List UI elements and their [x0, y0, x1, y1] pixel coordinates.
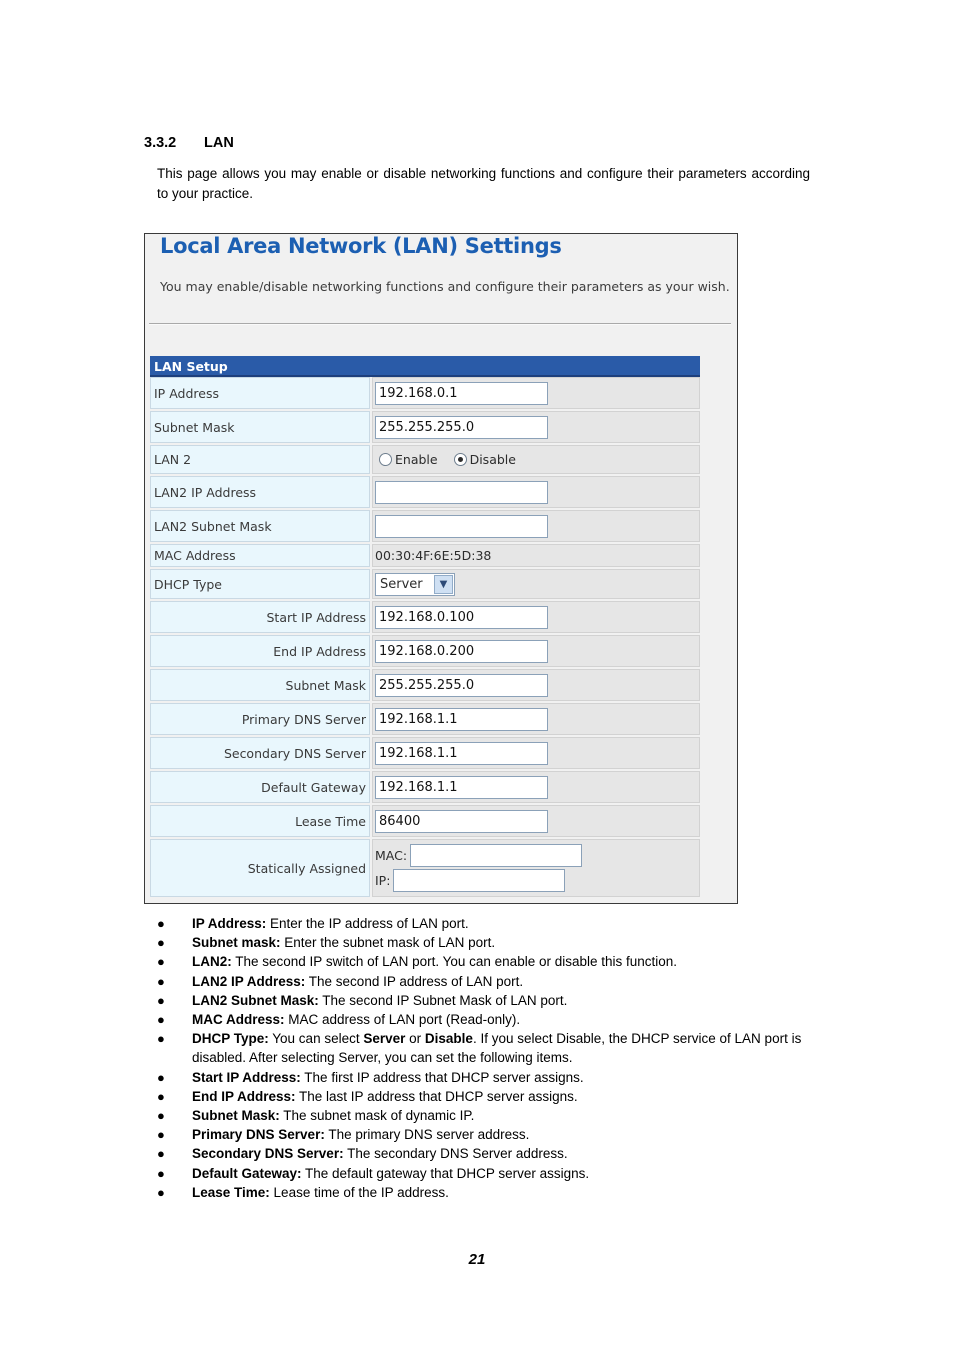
description: MAC address of LAN port (Read-only). — [284, 1012, 521, 1028]
bullet-icon: ● — [157, 1184, 165, 1200]
description: Lease time of the IP address. — [269, 1184, 449, 1200]
lan2-enable-label: Enable — [395, 452, 438, 467]
table-row — [150, 510, 700, 544]
subnet-mask-label: Subnet Mask — [150, 411, 370, 443]
term-server: Server — [363, 1031, 406, 1047]
term: Start IP Address: — [192, 1069, 301, 1085]
term: LAN2: — [192, 954, 232, 970]
description: The secondary DNS Server address. — [343, 1146, 568, 1162]
bullet-icon: ● — [157, 973, 165, 989]
dhcp-subnet-mask-label: Subnet Mask — [150, 669, 370, 701]
bullet-icon: ● — [157, 1165, 165, 1181]
mac-address-value: 00:30:4F:6E:5D:38 — [372, 544, 700, 567]
description: The primary DNS server address. — [324, 1127, 530, 1143]
table-row — [150, 569, 700, 601]
lan-settings-screenshot — [144, 233, 738, 904]
lan2-disable-radio[interactable] — [454, 453, 467, 466]
page-number: 21 — [468, 1251, 486, 1268]
table-row — [150, 635, 700, 669]
lan2-label: LAN 2 — [150, 445, 370, 474]
mac-address-label: MAC Address — [150, 544, 370, 567]
end-ip-label: End IP Address — [150, 635, 370, 667]
lan-setup-table — [150, 356, 700, 897]
description: The default gateway that DHCP server assigns. — [301, 1165, 590, 1181]
table-row — [150, 805, 700, 839]
lease-time-input[interactable]: 86400 — [375, 810, 548, 833]
term: Subnet Mask: — [192, 1108, 280, 1124]
bullet-icon: ● — [157, 1069, 165, 1085]
chevron-down-icon[interactable]: ▼ — [434, 575, 453, 594]
list-item — [157, 1183, 817, 1202]
static-ip-label: IP: — [375, 873, 391, 888]
description: The last IP address that DHCP server assigns. — [295, 1088, 578, 1104]
term: LAN2 Subnet Mask: — [192, 992, 319, 1008]
secondary-dns-input[interactable]: 192.168.1.1 — [375, 742, 548, 765]
field-descriptions — [157, 914, 817, 1202]
settings-title: Local Area Network (LAN) Settings — [160, 234, 562, 258]
table-row — [150, 703, 700, 737]
bullet-icon: ● — [157, 1127, 165, 1143]
list-item — [157, 914, 817, 933]
list-item — [157, 1068, 817, 1087]
description: The first IP address that DHCP server assigns. — [300, 1069, 584, 1085]
term: Primary DNS Server: — [192, 1127, 325, 1143]
list-item — [157, 933, 817, 952]
list-item — [157, 972, 817, 991]
list-item — [157, 952, 817, 971]
static-mac-label: MAC: — [375, 848, 408, 863]
description: Enter the IP address of LAN port. — [266, 916, 469, 931]
table-row — [150, 544, 700, 569]
start-ip-input[interactable]: 192.168.0.100 — [375, 606, 548, 629]
dhcp-type-label: DHCP Type — [150, 569, 370, 599]
section-title: LAN — [204, 135, 234, 151]
dhcp-type-value: Server — [380, 576, 423, 592]
list-item — [157, 1010, 817, 1029]
end-ip-input[interactable]: 192.168.0.200 — [375, 640, 548, 663]
statically-assigned-label: Statically Assigned — [150, 839, 370, 897]
term: Default Gateway: — [192, 1165, 302, 1181]
list-item — [157, 1144, 817, 1163]
dhcp-subnet-mask-input[interactable]: 255.255.255.0 — [375, 674, 548, 697]
primary-dns-label: Primary DNS Server — [150, 703, 370, 735]
table-row — [150, 411, 700, 445]
table-row — [150, 771, 700, 805]
term: Secondary DNS Server: — [192, 1146, 344, 1162]
settings-description: You may enable/disable networking functions and configure their parameters as your wish. — [160, 279, 730, 294]
lan2-subnet-mask-label: LAN2 Subnet Mask — [150, 510, 370, 542]
lease-time-label: Lease Time — [150, 805, 370, 837]
bullet-icon: ● — [157, 1146, 165, 1162]
list-item — [157, 1125, 817, 1144]
term-disable: Disable — [424, 1031, 473, 1047]
term: MAC Address: — [192, 1012, 285, 1028]
bullet-icon: ● — [157, 916, 165, 931]
bullet-icon: ● — [157, 1012, 165, 1028]
bullet-icon: ● — [157, 1088, 165, 1104]
list-item — [157, 1087, 817, 1106]
description: Enter the subnet mask of LAN port. — [280, 935, 496, 951]
lan2-disable-label: Disable — [469, 452, 516, 467]
term: IP Address: — [192, 916, 267, 931]
lan2-subnet-mask-input[interactable] — [375, 515, 548, 538]
bullet-icon: ● — [157, 1108, 165, 1124]
lan2-enable-radio[interactable] — [379, 453, 392, 466]
ip-address-input[interactable]: 192.168.0.1 — [375, 382, 548, 405]
subnet-mask-input[interactable]: 255.255.255.0 — [375, 416, 548, 439]
secondary-dns-label: Secondary DNS Server — [150, 737, 370, 769]
lan2-ip-label: LAN2 IP Address — [150, 476, 370, 508]
bullet-icon: ● — [157, 1031, 165, 1047]
term: Subnet mask: — [192, 935, 281, 951]
table-row — [150, 377, 700, 411]
dhcp-type-select[interactable] — [375, 573, 455, 596]
description: The second IP address of LAN port. — [305, 973, 524, 989]
description: . If you select Disable, the DHCP service of LAN port is disabled. After selecting Server, you can set the following items. — [192, 1031, 802, 1066]
table-row — [150, 669, 700, 703]
term: End IP Address: — [192, 1088, 296, 1104]
list-item — [157, 1106, 817, 1125]
term: Lease Time: — [192, 1184, 270, 1200]
term: DHCP Type: — [192, 1031, 269, 1047]
intro-paragraph: This page allows you may enable or disable networking functions and configure their parameters according to your practice. — [157, 166, 810, 201]
description: The second IP Subnet Mask of LAN port. — [318, 992, 568, 1008]
list-item — [157, 1164, 817, 1183]
bullet-icon: ● — [157, 935, 165, 951]
divider — [149, 323, 731, 325]
default-gateway-input[interactable]: 192.168.1.1 — [375, 776, 548, 799]
default-gateway-label: Default Gateway — [150, 771, 370, 803]
description: You can select — [268, 1031, 364, 1047]
table-row — [150, 476, 700, 510]
primary-dns-input[interactable]: 192.168.1.1 — [375, 708, 548, 731]
table-row — [150, 839, 700, 897]
static-ip-input[interactable] — [393, 869, 565, 892]
ip-address-label: IP Address — [150, 377, 370, 409]
table-row — [150, 445, 700, 476]
term: LAN2 IP Address: — [192, 973, 306, 989]
lan-setup-header: LAN Setup — [150, 356, 700, 377]
description: The second IP switch of LAN port. You can enable or disable this function. — [231, 954, 678, 970]
description: or — [405, 1031, 425, 1047]
list-item — [157, 1029, 817, 1067]
bullet-icon: ● — [157, 992, 165, 1008]
description: The subnet mask of dynamic IP. — [279, 1108, 475, 1124]
table-row — [150, 737, 700, 771]
table-row — [150, 601, 700, 635]
bullet-icon: ● — [157, 954, 165, 970]
lan2-ip-input[interactable] — [375, 481, 548, 504]
start-ip-label: Start IP Address — [150, 601, 370, 633]
static-mac-input[interactable] — [410, 844, 582, 867]
section-heading — [144, 135, 234, 151]
list-item — [157, 991, 817, 1010]
section-number: 3.3.2 — [144, 135, 177, 151]
